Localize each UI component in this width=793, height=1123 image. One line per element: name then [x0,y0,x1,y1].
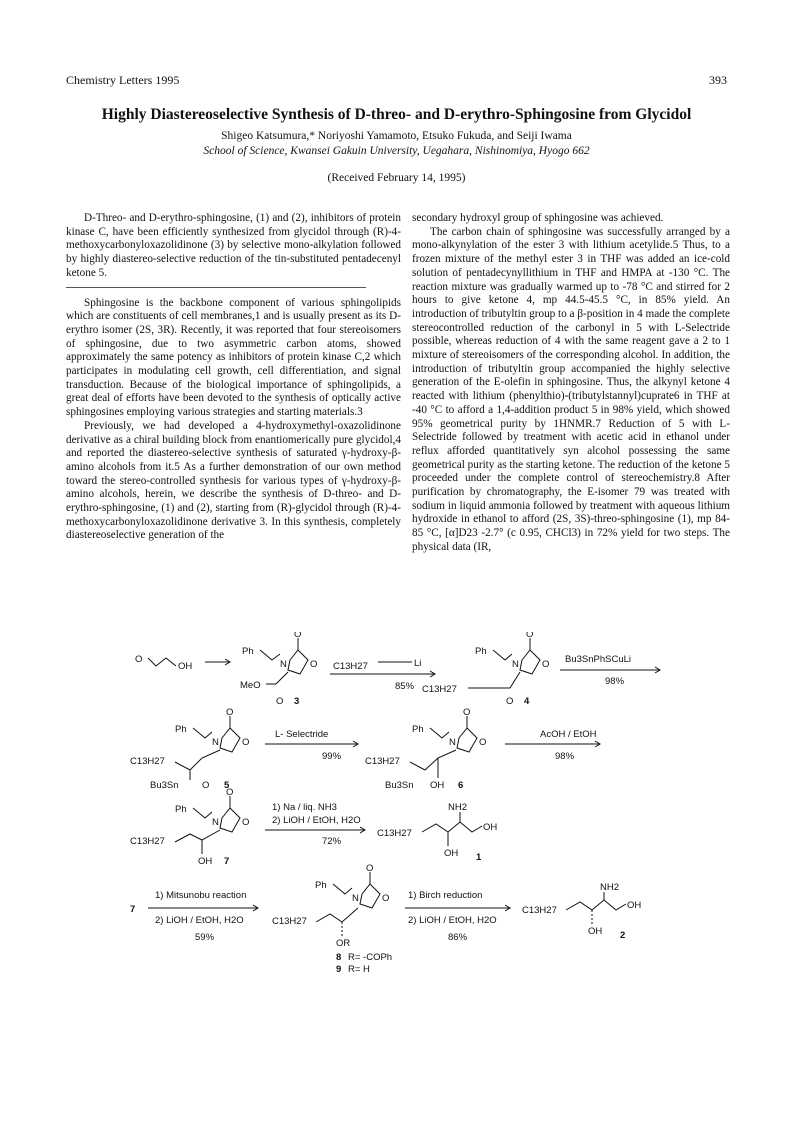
n-label: N [280,659,287,670]
affiliation: School of Science, Kwansei Gakuin University, Uegahara, Nishinomiya, Hyogo 662 [203,145,590,157]
reagent-7b: 2) LiOH / EtOH, H2O [408,915,497,926]
reagent-6a: 1) Mitsunobu reaction [155,890,247,901]
n-label: N [449,737,456,748]
chain [175,750,220,770]
authors: Shigeo Katsumura,* Noriyoshi Yamamoto, Etsuko Fukuda, and Seiji Iwama [221,130,572,142]
n-label: N [212,817,219,828]
oh-label: OH [198,856,213,867]
bond [500,672,520,688]
paragraph: Sphingosine is the backbone component of various sphingolipids which are constituents of cell membranes,1 and is usually present as its D-erythro isomer (2S, 3R). Recently, it was reported that four stereoisomers of sphingosine, due to two asymmetric carbon atoms, showed approximately the same potency as inhibitors of protein kinase C,2 which participates in modulating cell growth, cell differentiation, and signal transduction. Because of the biological importance of sphingolipids, a great deal of efforts have been devoted to the synthesis of optically active sphingosines employing various strategies and starting materials.3 [66,296,401,419]
c13-label: C13H27 [422,684,457,695]
ring-o: O [310,659,318,670]
n-label: N [352,893,359,904]
or-label: OR [336,938,351,949]
carbonyl-o: O [226,787,234,798]
yield-3: 99% [322,751,342,762]
glycidol-o-label: O [135,654,143,665]
oxazolidinone-ring [220,728,240,752]
reagent-1: C13H27 [333,661,368,672]
compound-8: 8 [336,952,342,963]
yield-7: 86% [448,932,468,943]
oxazolidinone-ring [360,884,380,908]
ketone-o: O [202,780,210,791]
bond [260,650,280,660]
bu3sn-label: Bu3Sn [150,780,179,791]
bond [430,728,449,738]
reagent-5a: 1) Na / liq. NH3 [272,802,337,813]
ester-o: O [276,696,284,707]
reaction-scheme [100,632,720,972]
compound-6: 6 [458,780,464,791]
paper-title: Highly Diastereoselective Synthesis of D-threo- and D-erythro-Sphingosine from Glycidol [101,106,692,123]
bond [266,672,288,684]
compound-1: 1 [476,852,482,863]
oxazolidinone-ring [288,650,308,674]
yield-5: 72% [322,836,342,847]
carbonyl-o: O [526,632,534,640]
compound-2: 2 [620,930,626,941]
oxazolidinone-ring [520,650,540,674]
yield-6: 59% [195,932,215,943]
bond [193,808,212,818]
paragraph: Previously, we had developed a 4-hydroxymethyl-oxazolidinone derivative as a chiral building block from enantiomerically pure glycidol,4 and reported the diastereo-selective synthesis of saturated γ-hydroxy-β-amino alcohols from it.5 As a further demonstration of our own method toward the stereo-controlled synthesis for various types of γ-hydroxy-β-amino alcohols, herein, we describe the synthesis of D-threo- and D-erythro-sphingosine, (1) and (2), starting from (R)-glycidol through (R)-4-methoxycarbonyloxazolidinone derivative 3. In this synthesis, completely diastereoselective generation of the [66,419,401,542]
c13-label: C13H27 [130,756,165,767]
compound-7: 7 [224,856,230,867]
yield-4: 98% [555,751,575,762]
bu3sn-label: Bu3Sn [385,780,414,791]
ph-label: Ph [175,804,187,815]
paragraph: secondary hydroxyl group of sphingosine was achieved. [412,212,664,224]
glycidol-bonds [148,658,176,666]
chain [422,822,482,832]
compound-4: 4 [524,696,530,707]
chain [175,830,220,842]
right-column [412,212,730,555]
oh-label: OH [588,926,603,937]
ph-label: Ph [242,646,254,657]
ring-o: O [479,737,487,748]
compound-3: 3 [294,696,300,707]
glycidol-oh: OH [178,661,193,672]
left-column [66,212,401,543]
ph-label: Ph [475,646,487,657]
oxazolidinone-ring [220,808,240,832]
oh-label: OH [627,900,642,911]
reagent-5b: 2) LiOH / EtOH, H2O [272,815,361,826]
nh2-label: NH2 [448,802,468,813]
reagent-4: AcOH / EtOH [540,729,597,740]
c13-label: C13H27 [522,905,557,916]
reagent-2: Bu3SnPhSCuLi [565,654,632,665]
yield-1: 85% [395,681,415,692]
abstract-divider [66,287,366,288]
ph-label: Ph [315,880,327,891]
bond [193,728,212,738]
journal-name: Chemistry Letters 1995 [66,73,180,87]
li-label: Li [414,658,422,669]
ketone-o: O [506,696,514,707]
oh-label: OH [430,780,445,791]
meo-label: MeO [240,680,261,691]
reagent-6b: 2) LiOH / EtOH, H2O [155,915,244,926]
received-date: (Received February 14, 1995) [327,172,466,184]
r9-label: R= H [348,964,370,972]
c13-label: C13H27 [365,756,400,767]
yield-2: 98% [605,676,625,687]
carbonyl-o: O [366,863,374,874]
reagent-7a: 1) Birch reduction [408,890,483,901]
paragraph: The carbon chain of sphingosine was successfully arranged by a mono-alkynylation of the ester 3 with lithium acetylide.5 Thus, to a frozen mixture of the methyl ester 3 in THF was added an ice-cold solution of pentadecynyllithium in THF and HMPA at -130 °C. The reaction mixture was gradually warmed up to -78 °C and stirred for 2 hours to give ketone 4, mp 44.5-45.5 °C, in 85% yield. An introduction of tributyltin group to a β-position in 4 made the complete stereocontrolled reduction of the carbonyl in 5 with L-Selectride possible, whereas reduction of 4 with the same reagent gave a 2 to 1 mixture of stereoisomers of the corresponding alcohol. In addition, the introduction of tributyltin group accompanied the highly selective generation of the E-olefin in sphingosine. Thus, the alkynyl ketone 4 reacted with lithium (phenylthio)-(tributylstannyl)cuprate6 in THF at -40 °C to afford a 1,4-addition product 5 in 98% yield, which showed 95% geometrical purity by 1HNMR.7 Reduction of 5 with L-Selectride followed by treatment with acetic acid in ethanol under reflux afforded quantitatively syn alcohol possessing the same geometrical purity as the starting ketone. The reduction of the ketone 5 proceeded under the complete control of stereochemistry.8 After purification by chromatography, the E-isomer 79 was treated with sodium in liquid ammonia followed by treatment with aqueous lithium hydroxide in ethanol to afford (2S, 3S)-threo-sphingosine (1), mp 84-85 °C, [α]D23 -2.7° (c 0.95, CHCl3) in 72% yield for two steps. The physical data (IR, [412,225,730,553]
ring-o: O [382,893,390,904]
oh-label: OH [483,822,498,833]
ph-label: Ph [175,724,187,735]
carbonyl-o: O [294,632,302,640]
chain [410,750,456,770]
nh2-label: NH2 [600,882,620,893]
bond [333,884,352,894]
compound-9: 9 [336,964,342,972]
c13-label: C13H27 [130,836,165,847]
page-number: 393 [709,73,727,87]
reagent-3: L- Selectride [275,729,329,740]
ring-o: O [542,659,550,670]
n-label: N [212,737,219,748]
c13-label: C13H27 [272,916,307,927]
chain [316,908,358,922]
ring-o: O [242,817,250,828]
bond [493,650,512,660]
oxazolidinone-ring [457,728,477,752]
oh-label: OH [444,848,459,859]
carbonyl-o: O [463,707,471,718]
c13-label: C13H27 [377,828,412,839]
ring-o: O [242,737,250,748]
n-label: N [512,659,519,670]
carbonyl-o: O [226,707,234,718]
compound-7-ref: 7 [130,904,136,915]
chain [566,900,626,910]
abstract: D-Threo- and D-erythro-sphingosine, (1) and (2), inhibitors of protein kinase C, have been efficiently synthesized from glycidol through (R)-4-methoxycarbonyloxazolidinone (3) by selective mono-alkylation followed by highly diastereo-selective reduction of the tin-substituted pentadecenyl ketone 5. [66,212,401,279]
ph-label: Ph [412,724,424,735]
r8-label: R= -COPh [348,952,393,963]
compound-5: 5 [224,780,230,791]
